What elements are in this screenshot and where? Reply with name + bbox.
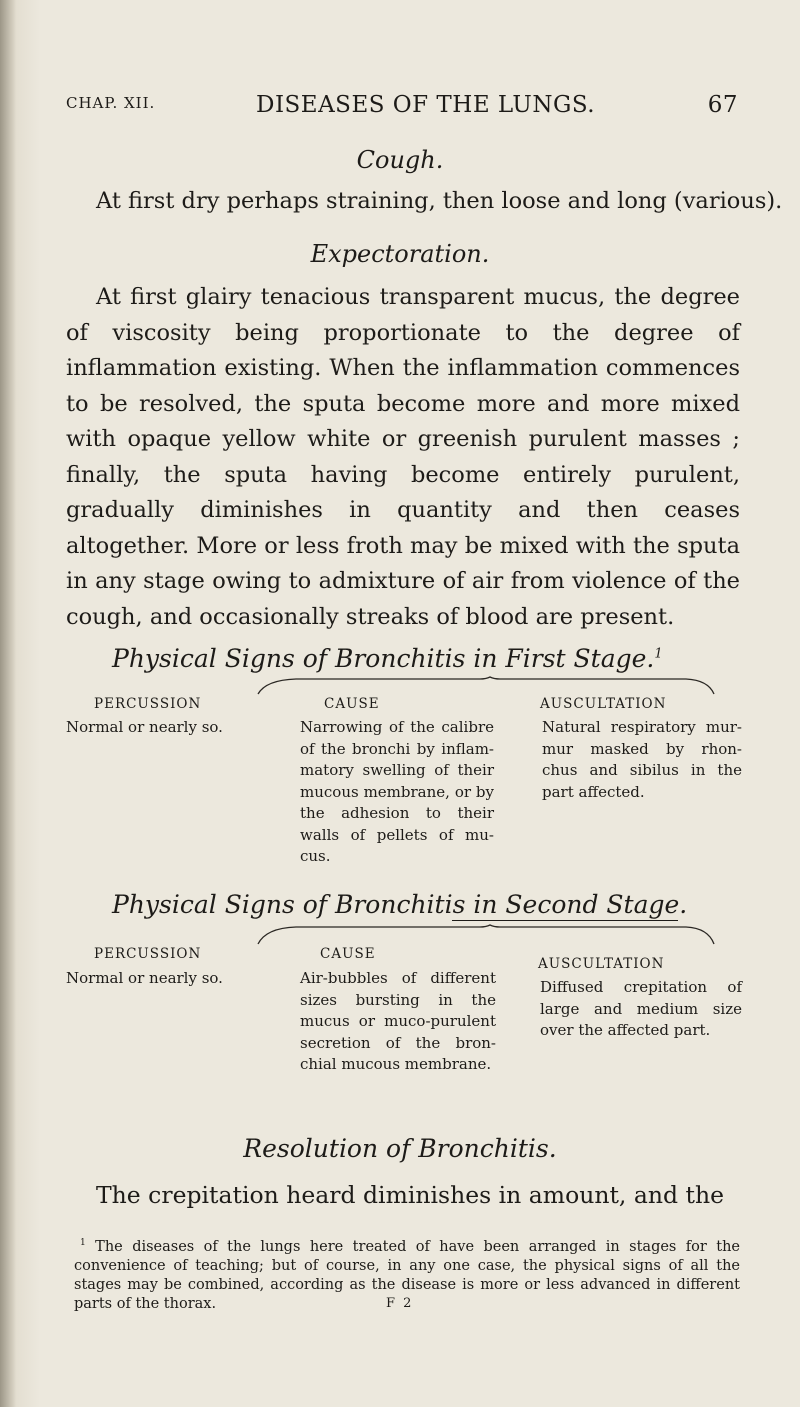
second-percussion-text: Normal or nearly so. bbox=[66, 969, 223, 987]
second-stage-underline bbox=[452, 920, 678, 921]
second-cause-head: CAUSE bbox=[320, 946, 376, 962]
running-head bbox=[66, 92, 738, 120]
second-percussion-head: PERCUSSION bbox=[94, 946, 202, 962]
second-cause-text: Air-bubbles of different sizes bursting in the mucus or muco-purulent secretion of the bron- chial mucous membrane. bbox=[300, 969, 496, 1073]
first-stage-title-text: Physical Signs of Bronchitis in First Stage. bbox=[112, 644, 655, 673]
second-stage-brace bbox=[256, 924, 716, 946]
first-percussion-head: PERCUSSION bbox=[94, 696, 202, 712]
running-title: DISEASES OF THE LUNGS. bbox=[256, 92, 596, 118]
resolution-heading: Resolution of Bronchitis. bbox=[243, 1134, 557, 1163]
cough-heading: Cough. bbox=[356, 146, 444, 174]
first-stage-title bbox=[112, 644, 663, 673]
page-gutter-shadow bbox=[0, 0, 16, 1407]
cough-text: At first dry perhaps straining, then loose and long (various). bbox=[96, 188, 783, 214]
footnote-text: The diseases of the lungs here treated of have been arranged in stages for the convenience of teaching; but of course, in any one case, the physical signs of all the stages may be combined, according as the disease is more or less advanced in different parts of the thorax. bbox=[74, 1238, 740, 1312]
second-auscultation-head: AUSCULTATION bbox=[538, 956, 665, 972]
first-percussion-text: Normal or nearly so. bbox=[66, 718, 223, 736]
footnote-marker: 1 bbox=[80, 1238, 86, 1248]
chapter-label: CHAP. XII. bbox=[66, 94, 156, 112]
second-auscultation-text: Diffused crepitation of large and medium size over the affected part. bbox=[540, 978, 742, 1039]
page-number: 67 bbox=[707, 92, 738, 118]
footnote-ref: 1 bbox=[654, 646, 663, 662]
expectoration-heading: Expectoration. bbox=[310, 240, 490, 268]
first-stage-brace bbox=[256, 676, 716, 696]
signature-mark: F 2 bbox=[386, 1296, 414, 1311]
second-stage-title: Physical Signs of Bronchitis in Second Stage. bbox=[112, 890, 688, 919]
first-auscultation-text: Natural respiratory mur- mur masked by rhon- chus and sibilus in the part affected. bbox=[542, 718, 742, 801]
first-cause-head: CAUSE bbox=[324, 696, 380, 712]
first-auscultation-head: AUSCULTATION bbox=[540, 696, 667, 712]
resolution-text: The crepitation heard diminishes in amount, and the bbox=[96, 1181, 725, 1209]
expectoration-text: At first glairy tenacious transparent mucus, the degree of viscosity being proportionate to the degree of inflammation existing. When the inflammation commences to be resolved, the sputa become more and more mixed with opaque yellow white or greenish purulent masses ; finally, the sputa having become entirely purulent, gradually diminishes in quantity and then ceases altogether. More or less froth may be mixed with the sputa in any stage owing to admixture of air from violence of the cough, and occasionally streaks of blood are present. bbox=[66, 284, 740, 630]
first-cause-text: Narrowing of the calibre of the bronchi by inflam- matory swelling of their mucous membrane, or by the adhesion to their walls of pellets of mu- cus. bbox=[300, 718, 494, 865]
